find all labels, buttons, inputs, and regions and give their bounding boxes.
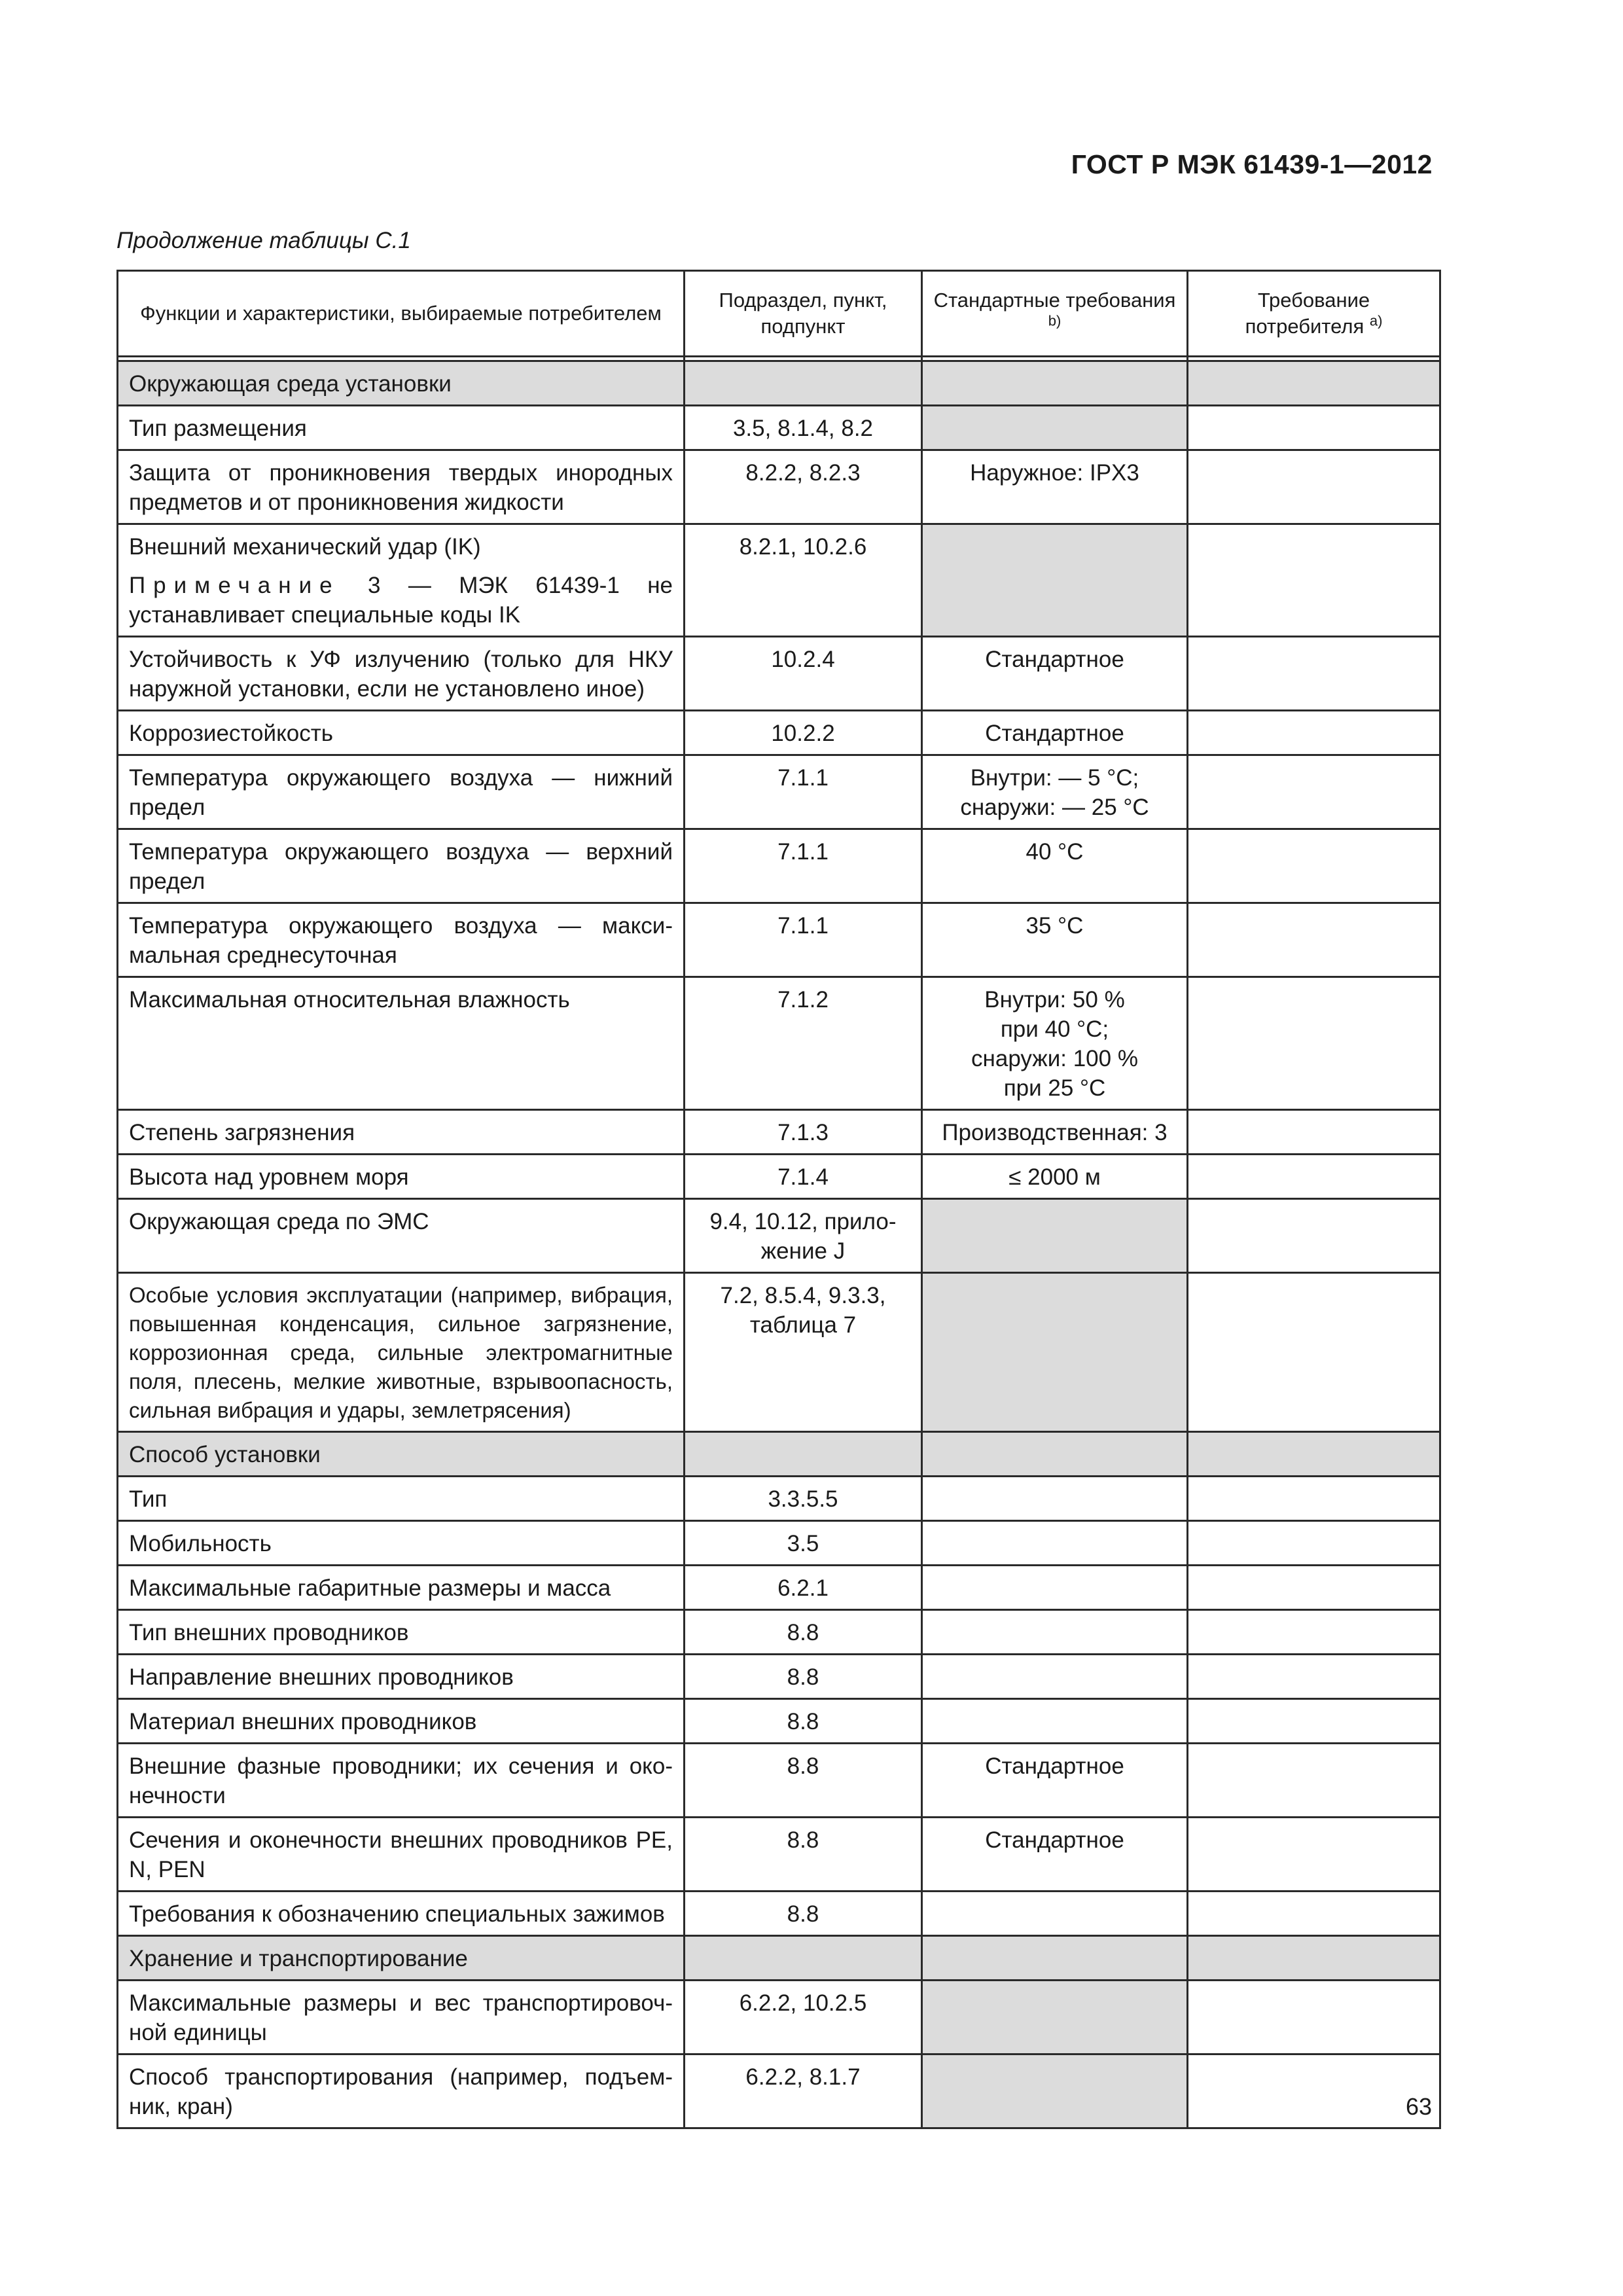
row-customer [1188, 1477, 1440, 1521]
row-standard: 40 °С [922, 829, 1188, 903]
table-row [118, 1892, 1440, 1936]
standard-line: Внутри: 50 % [984, 987, 1125, 1013]
row-customer [1188, 450, 1440, 524]
table-header-row [118, 271, 1440, 357]
row-customer [1188, 1655, 1440, 1699]
row-customer [1188, 1110, 1440, 1155]
row-standard [922, 1273, 1188, 1432]
row-customer [1188, 1199, 1440, 1273]
row-name: Максимальные габаритные размеры и масса [118, 1566, 685, 1610]
row-subsection: 8.8 [685, 1699, 922, 1744]
subsection-line: 9.4, 10.12, прило- [709, 1209, 897, 1234]
table-row [118, 755, 1440, 829]
row-customer [1188, 711, 1440, 755]
column-header-customer [1188, 271, 1440, 357]
table-row [118, 1273, 1440, 1432]
row-customer [1188, 977, 1440, 1110]
row-subsection: 6.2.1 [685, 1566, 922, 1610]
row-customer [1188, 1610, 1440, 1655]
table-row [118, 903, 1440, 977]
standard-line: при 40 °С; [1000, 1016, 1109, 1042]
section-row [118, 361, 1440, 406]
table-row [118, 1744, 1440, 1818]
row-subsection: 8.8 [685, 1818, 922, 1892]
standard-line: при 25 °С [1003, 1075, 1106, 1101]
row-customer [1188, 829, 1440, 903]
table-row [118, 637, 1440, 711]
table-row [118, 524, 1440, 637]
table-row [118, 1610, 1440, 1655]
row-customer [1188, 637, 1440, 711]
row-note [129, 571, 673, 630]
column-header-subsection: Подраздел, пункт, подпункт [685, 271, 922, 357]
row-standard [922, 1521, 1188, 1566]
row-standard: Стандартное [922, 1818, 1188, 1892]
table-row [118, 1655, 1440, 1699]
row-name: Коррозиестойкость [118, 711, 685, 755]
row-name: Степень загрязнения [118, 1110, 685, 1155]
section-title: Окружающая среда установки [118, 361, 685, 406]
row-standard [922, 755, 1188, 829]
row-subsection [685, 1273, 922, 1432]
row-subsection: 8.8 [685, 1744, 922, 1818]
row-standard [922, 1610, 1188, 1655]
table-row [118, 1155, 1440, 1199]
footnote-b: b) [1048, 312, 1061, 329]
table-row [118, 1199, 1440, 1273]
row-name: Тип размещения [118, 406, 685, 450]
row-standard [922, 406, 1188, 450]
row-name: Устойчивость к УФ излучению (только для НКУ наружной установки, если не установлено иное) [118, 637, 685, 711]
row-customer [1188, 1981, 1440, 2054]
row-name: Тип [118, 1477, 685, 1521]
column-header-functions: Функции и характеристики, выбираемые потребителем [118, 271, 685, 357]
row-standard: Стандартное [922, 711, 1188, 755]
row-customer [1188, 1699, 1440, 1744]
row-subsection: 7.1.1 [685, 829, 922, 903]
row-standard [922, 1981, 1188, 2054]
row-name: Внешние фазные проводники; их сечения и око-нечности [118, 1744, 685, 1818]
row-subsection: 7.1.4 [685, 1155, 922, 1199]
row-name: Внешний механический удар (IK) [129, 534, 481, 560]
row-customer [1188, 1892, 1440, 1936]
row-standard: ≤ 2000 м [922, 1155, 1188, 1199]
table-row [118, 1110, 1440, 1155]
row-subsection: 7.1.3 [685, 1110, 922, 1155]
row-customer [1188, 406, 1440, 450]
row-subsection: 8.2.1, 10.2.6 [685, 524, 922, 637]
row-customer [1188, 524, 1440, 637]
row-standard [922, 977, 1188, 1110]
row-name: Температура окружающего воздуха — нижний предел [118, 755, 685, 829]
table-row [118, 450, 1440, 524]
standard-line: снаружи: — 25 °С [960, 795, 1149, 820]
column-header-standard-label: Стандартные требования [933, 289, 1176, 312]
row-name: Мобильность [118, 1521, 685, 1566]
table-row [118, 1521, 1440, 1566]
column-header-customer-label: Требование потребителя [1245, 289, 1370, 338]
row-name: Способ транспортирования (например, подъем-ник, кран) [118, 2054, 685, 2128]
row-name: Высота над уровнем моря [118, 1155, 685, 1199]
note-text: 3 — МЭК 61439-1 не устанавливает специальные коды IK [129, 573, 673, 628]
row-customer [1188, 2054, 1440, 2128]
row-name: Защита от проникновения твердых инородных предметов и от проникновения жидкости [118, 450, 685, 524]
row-subsection: 7.1.2 [685, 977, 922, 1110]
table-row [118, 829, 1440, 903]
row-name: Особые условия эксплуатации (например, вибрация, повышенная конденсация, сильное загрязнение, коррозионная среда, сильные электромагнитные поля, плесень, мелкие животные, взрывоопасность, сильная вибрация и удары, землетрясения) [118, 1273, 685, 1432]
note-prefix: Примечание [129, 573, 340, 598]
row-name: Материал внешних проводников [118, 1699, 685, 1744]
row-name: Тип внешних проводников [118, 1610, 685, 1655]
section-title: Хранение и транспортирование [118, 1936, 685, 1981]
row-standard [922, 1199, 1188, 1273]
row-subsection: 8.2.2, 8.2.3 [685, 450, 922, 524]
row-name: Максимальная относительная влажность [118, 977, 685, 1110]
section-title: Способ установки [118, 1432, 685, 1477]
row-customer [1188, 1744, 1440, 1818]
row-standard: Наружное: IPX3 [922, 450, 1188, 524]
row-name: Сечения и оконечности внешних проводников PE, N, PEN [118, 1818, 685, 1892]
standard-line: Внутри: — 5 °С; [970, 765, 1139, 791]
table-row [118, 406, 1440, 450]
row-customer [1188, 1521, 1440, 1566]
row-standard [922, 1892, 1188, 1936]
requirements-table [116, 270, 1441, 2129]
subsection-line: таблица 7 [749, 1312, 857, 1338]
row-standard [922, 1655, 1188, 1699]
section-row [118, 1432, 1440, 1477]
row-subsection: 6.2.2, 10.2.5 [685, 1981, 922, 2054]
row-subsection: 8.8 [685, 1655, 922, 1699]
row-customer [1188, 1155, 1440, 1199]
row-standard [922, 1477, 1188, 1521]
row-customer [1188, 1566, 1440, 1610]
table-row [118, 2054, 1440, 2128]
row-customer [1188, 1818, 1440, 1892]
row-name: Окружающая среда по ЭМС [118, 1199, 685, 1273]
row-subsection: 10.2.4 [685, 637, 922, 711]
row-customer [1188, 755, 1440, 829]
page-number: 63 [1405, 2093, 1432, 2120]
row-subsection: 8.8 [685, 1892, 922, 1936]
row-subsection: 7.1.1 [685, 755, 922, 829]
table-row [118, 1981, 1440, 2054]
row-subsection: 3.5 [685, 1521, 922, 1566]
row-name: Максимальные размеры и вес транспортировоч-ной единицы [118, 1981, 685, 2054]
row-standard: Производственная: 3 [922, 1110, 1188, 1155]
standard-line: снаружи: 100 % [971, 1046, 1138, 1071]
row-name-cell [118, 524, 685, 637]
table-row [118, 1699, 1440, 1744]
row-standard: 35 °С [922, 903, 1188, 977]
table-row [118, 1566, 1440, 1610]
header-separator [118, 357, 1440, 361]
row-subsection: 8.8 [685, 1610, 922, 1655]
subsection-line: жение J [760, 1238, 846, 1264]
footnote-a: a) [1369, 312, 1383, 329]
row-standard [922, 2054, 1188, 2128]
row-subsection: 3.5, 8.1.4, 8.2 [685, 406, 922, 450]
row-name: Требования к обозначению специальных зажимов [118, 1892, 685, 1936]
row-subsection [685, 1199, 922, 1273]
table-row [118, 977, 1440, 1110]
row-customer [1188, 903, 1440, 977]
row-customer [1188, 1273, 1440, 1432]
row-subsection: 6.2.2, 8.1.7 [685, 2054, 922, 2128]
table-row [118, 1818, 1440, 1892]
table-caption: Продолжение таблицы С.1 [116, 228, 411, 253]
row-subsection: 10.2.2 [685, 711, 922, 755]
row-subsection: 7.1.1 [685, 903, 922, 977]
table-row [118, 1477, 1440, 1521]
row-subsection: 3.3.5.5 [685, 1477, 922, 1521]
row-standard [922, 524, 1188, 637]
row-standard: Стандартное [922, 1744, 1188, 1818]
column-header-standard [922, 271, 1188, 357]
standard-code: ГОСТ Р МЭК 61439-1—2012 [1071, 149, 1433, 179]
row-standard [922, 1566, 1188, 1610]
row-standard [922, 1699, 1188, 1744]
section-row [118, 1936, 1440, 1981]
row-name: Температура окружающего воздуха — верхний предел [118, 829, 685, 903]
row-standard: Стандартное [922, 637, 1188, 711]
subsection-line: 7.2, 8.5.4, 9.3.3, [720, 1283, 886, 1308]
table-row [118, 711, 1440, 755]
row-name: Температура окружающего воздуха — макси-мальная среднесуточная [118, 903, 685, 977]
row-name: Направление внешних проводников [118, 1655, 685, 1699]
